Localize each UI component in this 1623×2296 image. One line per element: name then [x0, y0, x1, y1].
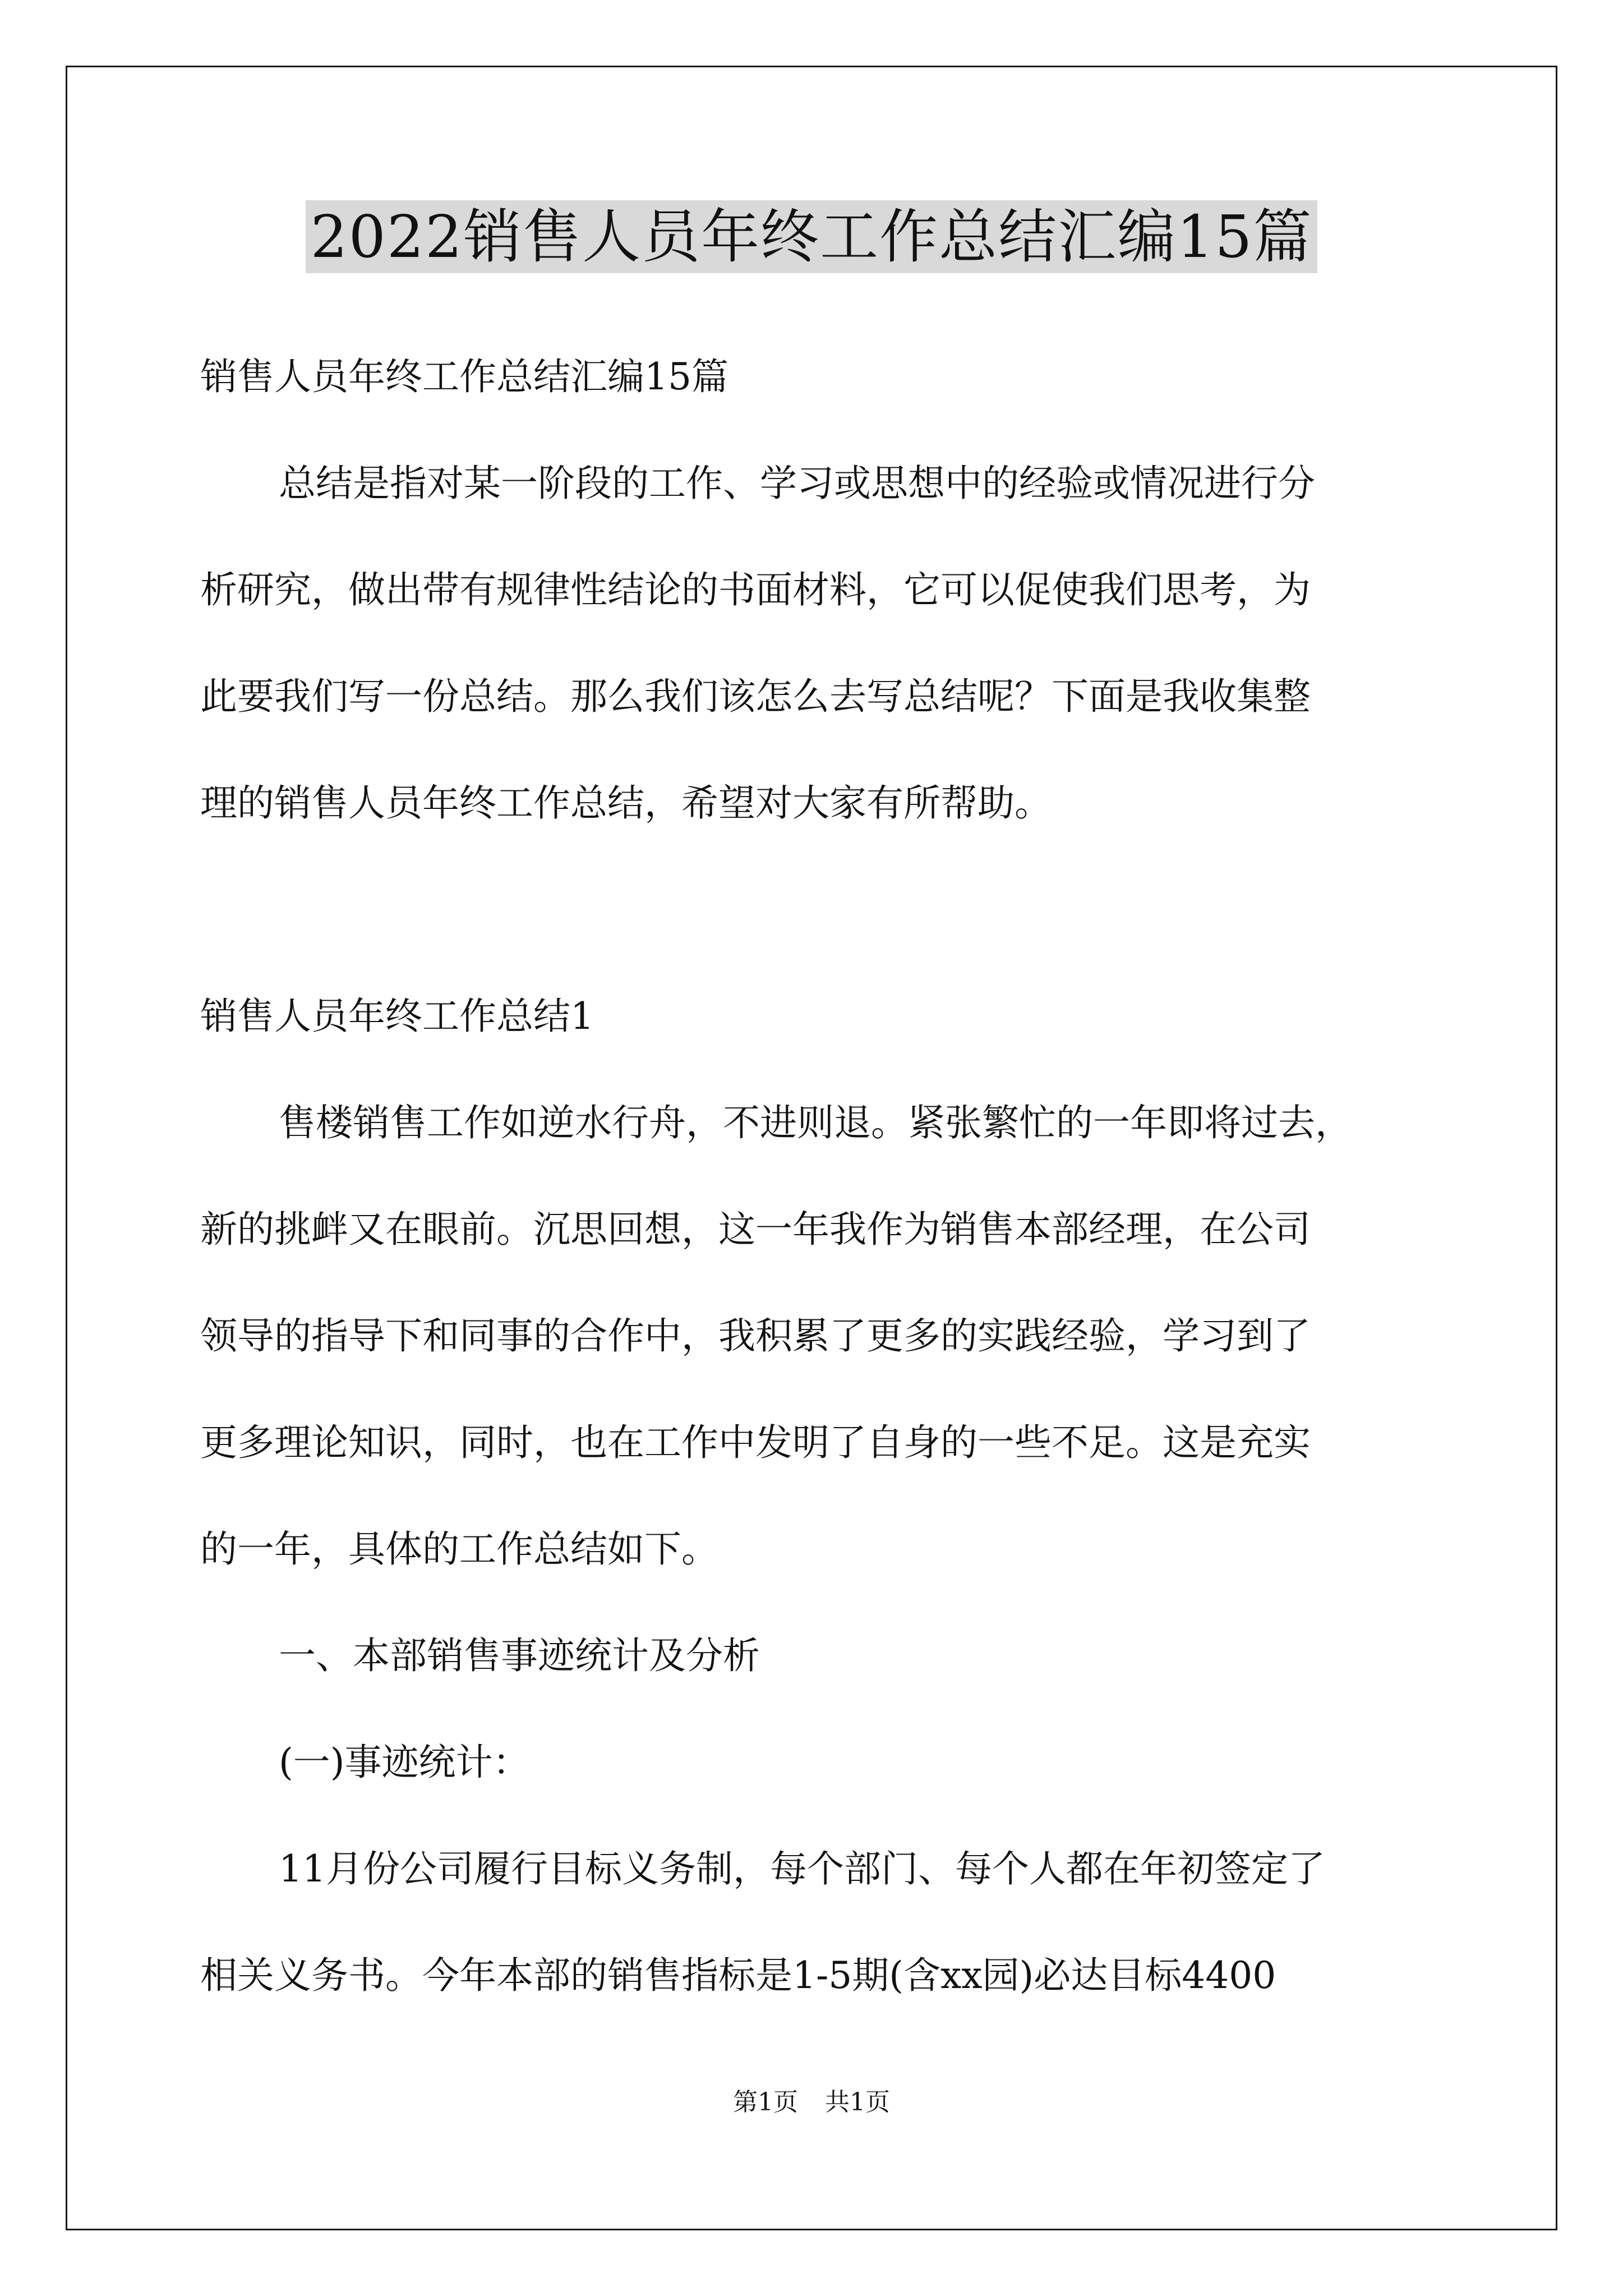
intro-line: 理的销售人员年终工作总结，希望对大家有所帮助。 [200, 781, 1052, 825]
title-container [0, 200, 1623, 273]
page-total: 共1页 [825, 2088, 890, 2116]
item-heading-text: 一、本部销售事迹统计及分析 [279, 1634, 760, 1677]
intro-line: 总结是指对某一阶段的工作、学习或思想中的经验或情况进行分 [279, 462, 1315, 505]
body-paragraph [200, 1070, 1462, 1603]
subtitle-line: 销售人员年终工作总结汇编15篇 [200, 355, 728, 398]
body-line: 更多理论知识，同时，也在工作中发明了自身的一些不足。这是充实 [200, 1421, 1311, 1464]
body-line: 售楼销售工作如逆水行舟，不进则退。紧张繁忙的一年即将过去， [279, 1101, 1352, 1144]
sub-heading-text: (一)事迹统计： [279, 1741, 530, 1784]
sub-heading [200, 1709, 1462, 1816]
document-title: 2022销售人员年终工作总结汇编15篇 [306, 200, 1317, 273]
section-heading-text: 销售人员年终工作总结1 [200, 995, 594, 1038]
body-line: 的一年，具体的工作总结如下。 [200, 1527, 718, 1571]
document-subtitle [200, 324, 1462, 430]
page-footer [0, 2086, 1623, 2119]
intro-paragraph [200, 430, 1462, 857]
intro-line: 此要我们写一份总结。那么我们该怎么去写总结呢？下面是我收集整 [200, 675, 1311, 718]
body-line: 领导的指导下和同事的合作中，我积累了更多的实践经验，学习到了 [200, 1314, 1311, 1358]
detail-line: 相关义务书。今年本部的销售指标是1-5期(含xx园)必达目标4400 [200, 1954, 1276, 1997]
body-line: 新的挑衅又在眼前。沉思回想，这一年我作为销售本部经理，在公司 [200, 1208, 1311, 1251]
detail-line: 11月份公司履行目标义务制，每个部门、每个人都在年初签定了 [279, 1847, 1325, 1890]
intro-line: 析研究，做出带有规律性结论的书面材料，它可以促使我们思考，为 [200, 568, 1311, 611]
section-heading [200, 963, 1462, 1070]
detail-paragraph [200, 1816, 1462, 2029]
page-number: 第1页 [733, 2088, 798, 2116]
item-heading [200, 1603, 1462, 1709]
